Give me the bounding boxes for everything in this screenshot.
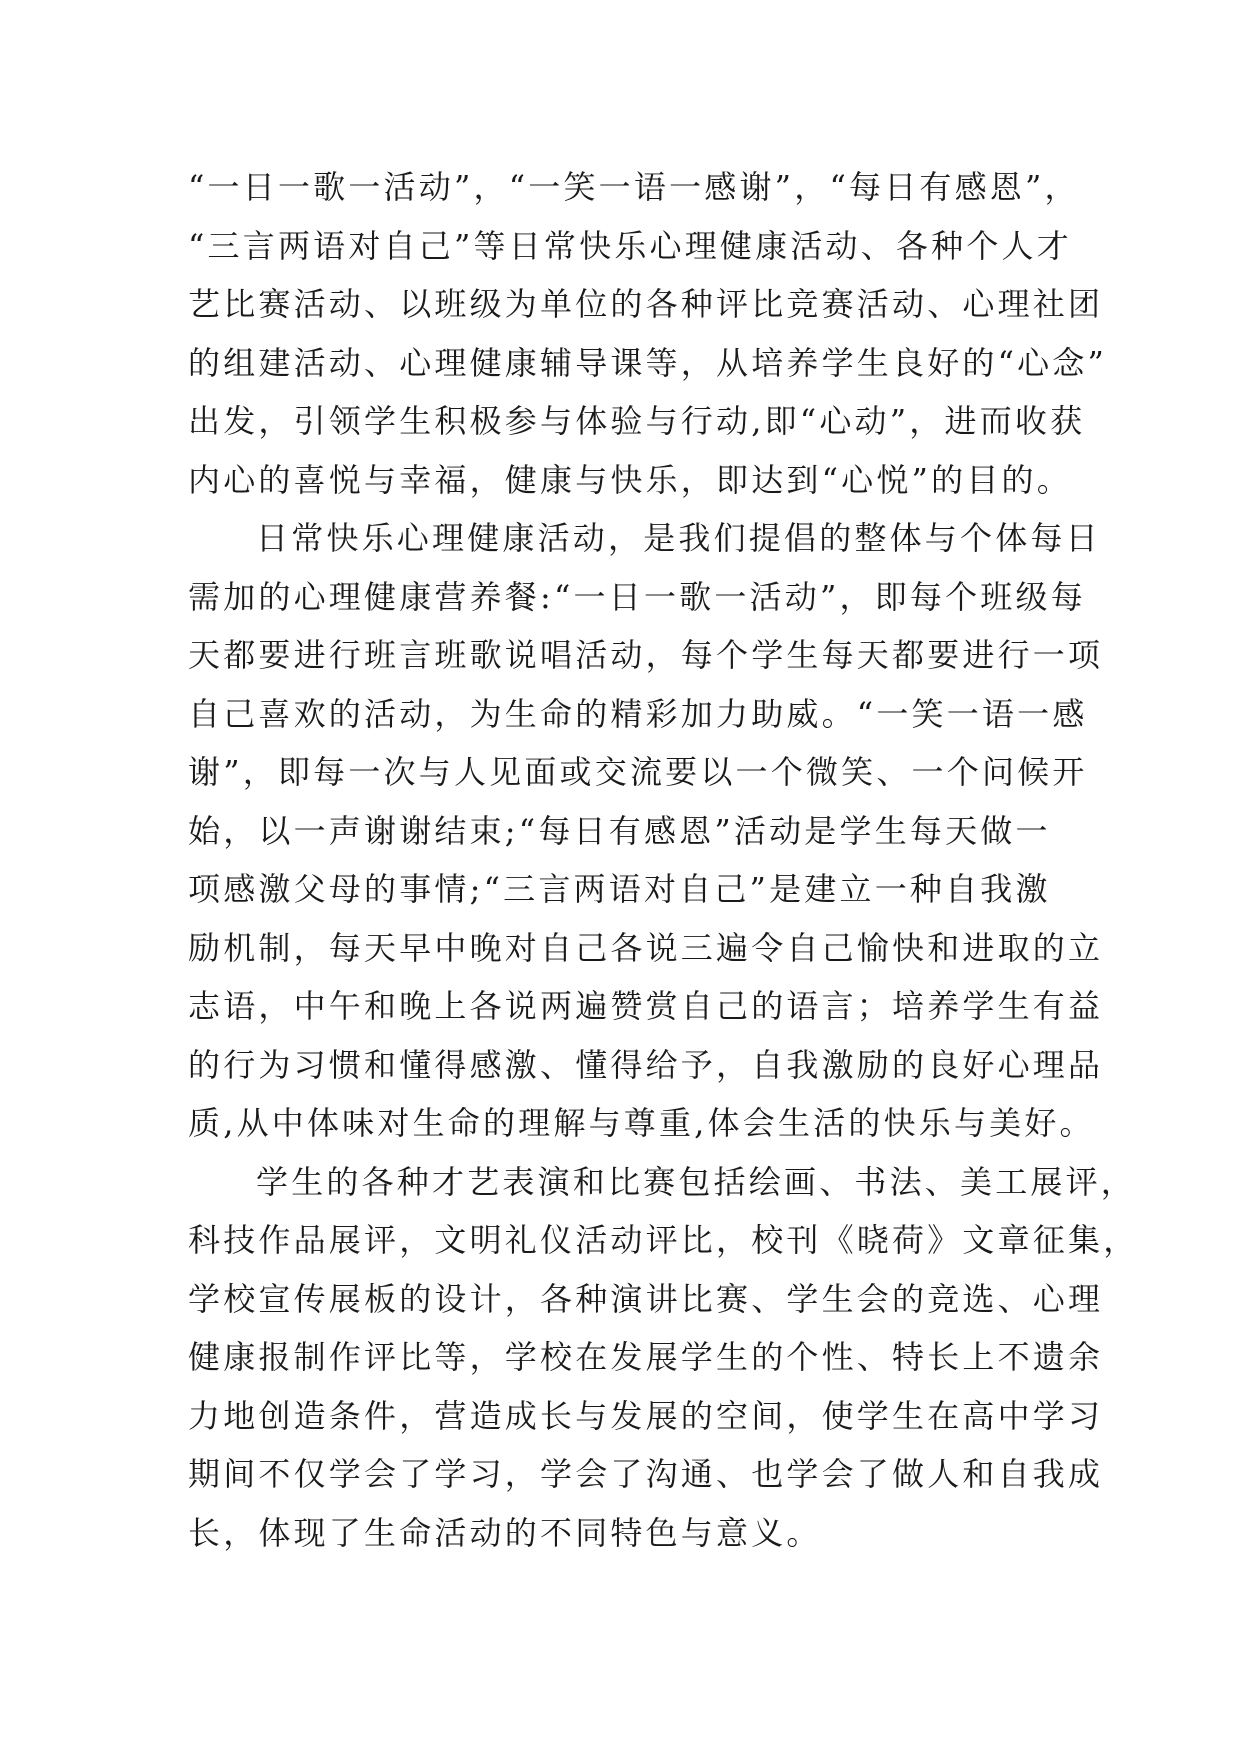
text-line: 的组建活动、心理健康辅导课等，从培养学生良好的“心念” [188, 343, 1108, 382]
text-line: “三言两语对自己”等日常快乐心理健康活动、各种个人才 [188, 226, 1072, 265]
text-line: 质,从中体味对生命的理解与尊重,体会生活的快乐与美好。 [188, 1104, 1095, 1142]
text-line: 谢”，即每一次与人见面或交流要以一个微笑、一个问候开 [188, 753, 1088, 791]
text-line: 期间不仅学会了学习，学会了沟通、也学会了做人和自我成 [188, 1455, 1104, 1493]
text-line: 艺比赛活动、以班级为单位的各种评比竞赛活动、心理社团 [188, 285, 1104, 323]
text-line: 出发，引领学生积极参与体验与行动,即“心动”，进而收获 [188, 402, 1086, 440]
text-line: 励机制，每天早中晚对自己各说三遍令自己愉快和进取的立 [188, 928, 1104, 967]
text-line: 天都要进行班言班歌说唱活动，每个学生每天都要进行一项 [188, 636, 1104, 674]
text-line: 力地创造条件，营造成长与发展的空间，使学生在高中学习 [188, 1396, 1104, 1435]
text-line: 科技作品展评，文明礼仪活动评比，校刊《晓荷》文章征集， [188, 1221, 1139, 1259]
text-line: 项感激父母的事情;“三言两语对自己”是建立一种自我激 [188, 870, 1051, 908]
text-line: 始，以一声谢谢结束;“每日有感恩”活动是学生每天做一 [188, 811, 1051, 850]
document-body [188, 158, 1139, 1562]
paragraph-first-line: 日常快乐心理健康活动，是我们提倡的整体与个体每日 [256, 519, 1101, 557]
text-line: “一日一歌一活动”，“一笑一语一感谢”，“每日有感恩”， [188, 168, 1080, 206]
text-line: 需加的心理健康营养餐:“一日一歌一活动”，即每个班级每 [188, 577, 1086, 616]
text-line: 的行为习惯和懂得感激、懂得给予，自我激励的良好心理品 [188, 1045, 1104, 1084]
text-line: 学校宣传展板的设计，各种演讲比赛、学生会的竞选、心理 [188, 1279, 1104, 1318]
paragraph-first-line: 学生的各种才艺表演和比赛包括绘画、书法、美工展评， [256, 1162, 1137, 1201]
text-line: 健康报制作评比等，学校在发展学生的个性、特长上不遗余 [188, 1338, 1104, 1376]
text-line: 志语，中午和晚上各说两遍赞赏自己的语言；培养学生有益 [188, 987, 1104, 1025]
text-line: 长，体现了生命活动的不同特色与意义。 [188, 1513, 822, 1552]
text-line: 内心的喜悦与幸福，健康与快乐，即达到“心悦”的目的。 [188, 460, 1072, 499]
text-line: 自己喜欢的活动，为生命的精彩加力助威。“一笑一语一感 [188, 694, 1088, 733]
